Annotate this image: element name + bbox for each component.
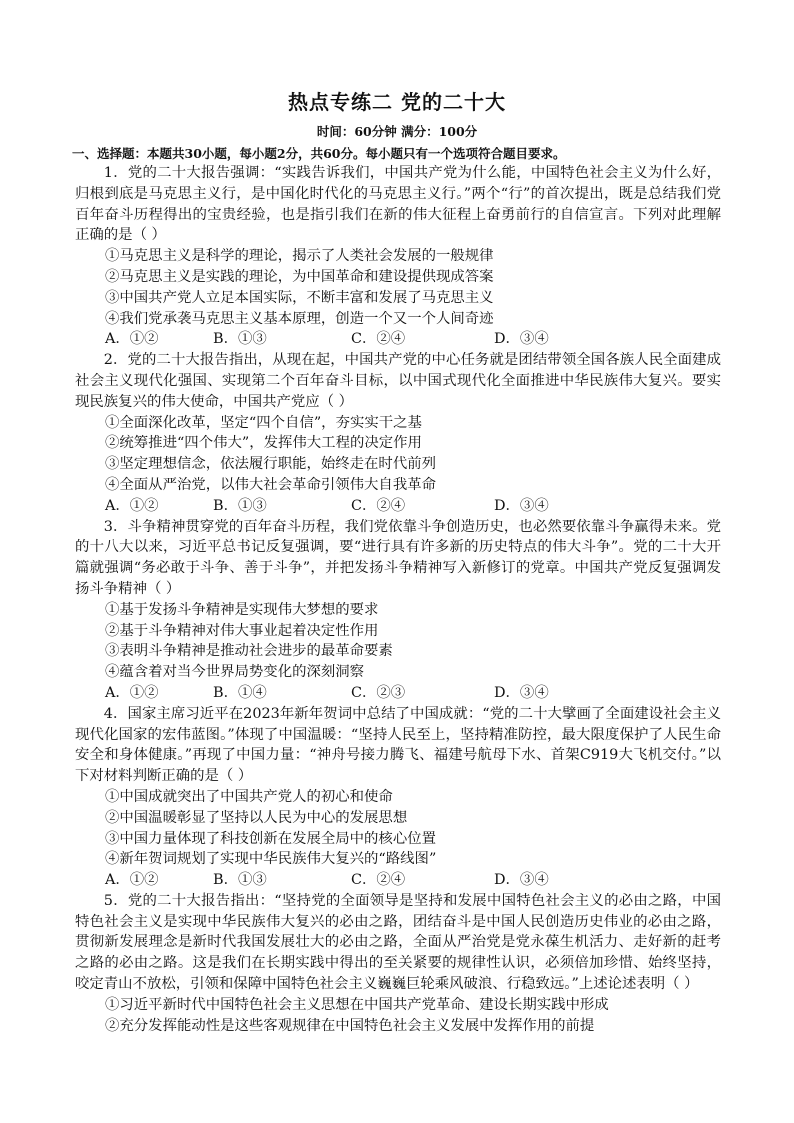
question-option: ①马克思主义是科学的理论，揭示了人类社会发展的一般规律: [105, 248, 494, 265]
question-option: ④全面从严治党，以伟大社会革命引领伟大自我革命: [105, 476, 436, 493]
choice-c: C．②④: [351, 872, 406, 889]
question-stem: 1．党的二十大报告强调：“实践告诉我们，中国共产党为什么能，中国特色社会主义为什么好，归根到底是马克思主义行，是中国化时代化的马克思主义行。”两个“行”的首次提出，既是总结我们党百年奋斗历程得出的宝贵经验，也是指引我们在新的伟大征程上奋勇前行的自信宣言。下列对此理解正确的是（ ）: [75, 165, 721, 244]
choice-d: D．③④: [494, 331, 549, 348]
question-option: ③中国力量体现了科技创新在发展全局中的核心位置: [105, 830, 436, 847]
question-option: ①全面深化改革，坚定“四个自信”，夯实实干之基: [105, 414, 422, 431]
question-list: [75, 163, 721, 1036]
question-option: ③表明斗争精神是推动社会进步的最革命要素: [105, 643, 393, 660]
question-option: ①习近平新时代中国特色社会主义思想在中国共产党革命、建设长期实践中形成: [105, 996, 609, 1013]
answer-choices: [75, 329, 721, 350]
question-option: ④蕴含着对当今世界局势变化的深刻洞察: [105, 664, 365, 681]
choice-d: D．③④: [494, 872, 549, 889]
question-option: ③坚定理想信念，依法履行职能，始终走在时代前列: [105, 456, 436, 473]
page-title: 热点专练二 党的二十大: [288, 90, 506, 114]
question-option: ②基于斗争精神对伟大事业起着决定性作用: [105, 622, 379, 639]
choice-d: D．③④: [494, 684, 549, 701]
question-option: ③中国共产党人立足本国实际，不断丰富和发展了马克思主义: [105, 289, 494, 306]
choice-c: C．②④: [351, 497, 406, 514]
choice-b: B．①③: [213, 497, 267, 514]
question-option: ②中国温暖彰显了坚持以人民为中心的发展思想: [105, 809, 408, 826]
question-option: ①基于发扬斗争精神是实现伟大梦想的要求: [105, 601, 379, 618]
question-option: ④我们党承袭马克思主义基本原理，创造一个又一个人间奇迹: [105, 310, 494, 327]
question-option: ②统筹推进“四个伟大”，发挥伟大工程的决定作用: [105, 435, 422, 452]
question-option: ②充分发挥能动性是这些客观规律在中国特色社会主义发展中发挥作用的前提: [105, 1017, 595, 1034]
question-3: [75, 517, 721, 704]
question-stem: 3．斗争精神贯穿党的百年奋斗历程，我们党依靠斗争创造历史，也必然要依靠斗争赢得未来。党的十八大以来，习近平总书记反复强调，要“进行具有许多新的历史特点的伟大斗争”。党的二十大开篇就强调“务必敢于斗争、善于斗争”，并把发扬斗争精神写入新修订的党章。中国共产党反复强调发扬斗争精神（ ）: [75, 518, 721, 597]
question-stem: 2．党的二十大报告指出，从现在起，中国共产党的中心任务就是团结带领全国各族人民全面建成社会主义现代化强国、实现第二个百年奋斗目标，以中国式现代化全面推进中华民族伟大复兴。要实现民族复兴的伟大使命，中国共产党应（ ）: [75, 352, 721, 410]
question-4: [75, 704, 721, 891]
question-1: [75, 163, 721, 350]
choice-a: A．①②: [105, 497, 159, 514]
question-option: ②马克思主义是实践的理论，为中国革命和建设提供现成答案: [105, 268, 494, 285]
choice-b: B．①③: [213, 331, 267, 348]
question-option: ①中国成就突出了中国共产党人的初心和使命: [105, 788, 393, 805]
choice-b: B．①③: [213, 872, 267, 889]
exam-meta: 时间：60分钟 满分：100分: [316, 124, 478, 139]
choice-a: A．①②: [105, 684, 159, 701]
question-option: ④新年贺词规划了实现中华民族伟大复兴的“路线图”: [105, 851, 437, 868]
question-2: [75, 350, 721, 516]
answer-choices: [75, 683, 721, 704]
choice-b: B．①④: [213, 684, 267, 701]
choice-a: A．①②: [105, 872, 159, 889]
answer-choices: [75, 496, 721, 517]
question-stem: 4．国家主席习近平在2023年新年贺词中总结了中国成就：“党的二十大擘画了全面建设社会主义现代化国家的宏伟蓝图。”体现了中国温暖：“坚持人民至上，坚持精准防控，最大限度保护了人民生命安全和身体健康。”再现了中国力量：“神舟号接力腾飞、福建号航母下水、首架C919大飞机交付。”以下对材料判断正确的是（ ）: [75, 705, 721, 785]
choice-c: C．②③: [351, 684, 406, 701]
question-stem: 5．党的二十大报告指出：“坚持党的全面领导是坚持和发展中国特色社会主义的必由之路，中国特色社会主义是实现中华民族伟大复兴的必由之路，团结奋斗是中国人民创造历史伟业的必由之路，贯彻新发展理念是新时代我国发展壮大的必由之路，全面从严治党是党永葆生机活力、走好新的赶考之路的必由之路。这是我们在长期实践中得出的至关紧要的规律性认识，必须倍加珍惜、始终坚持，咬定青山不放松，引领和保障中国特色社会主义巍巍巨轮乘风破浪、行稳致远。”上述论述表明（ ）: [75, 892, 721, 993]
question-5: [75, 891, 721, 1037]
answer-choices: [75, 870, 721, 891]
section-heading: 一、选择题：本题共30小题，每小题2分，共60分。每小题只有一个选项符合题目要求。: [72, 146, 566, 161]
choice-d: D．③④: [494, 497, 549, 514]
choice-c: C．②④: [351, 331, 406, 348]
choice-a: A．①②: [105, 331, 159, 348]
